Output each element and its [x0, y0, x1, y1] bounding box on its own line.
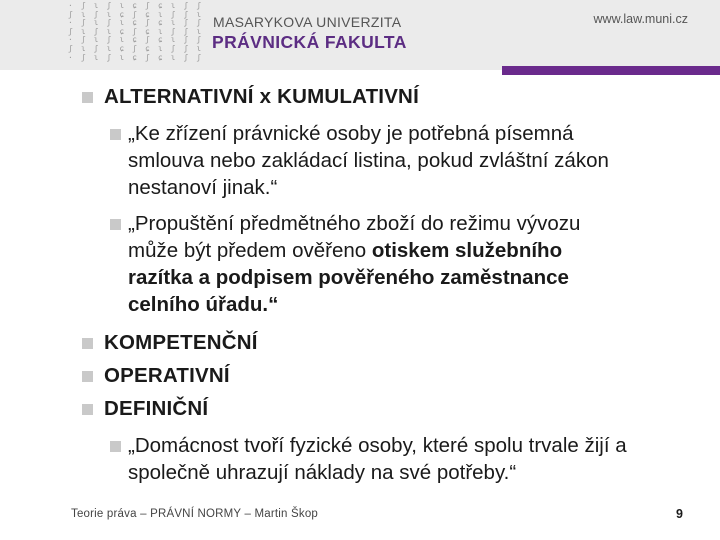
- quote-line: „Propuštění předmětného zboží do režimu vývozu: [128, 212, 581, 235]
- footer-text: Teorie práva – PRÁVNÍ NORMY – Martin Škop: [71, 508, 319, 520]
- quote-text: může být předem ověřeno: [128, 239, 372, 262]
- square-bullet-icon: [82, 404, 93, 415]
- quote-line: společně uhrazují náklady na své potřeby.“: [128, 461, 517, 484]
- faculty-name: PRÁVNICKÁ FAKULTA: [212, 32, 407, 52]
- square-bullet-icon: [82, 338, 93, 349]
- bullet-item-alternative: ALTERNATIVNÍ x KUMULATIVNÍ: [104, 85, 419, 108]
- square-bullet-icon: [110, 219, 121, 230]
- quote-line: nestanoví jinak.“: [128, 176, 278, 199]
- quote-line: [128, 238, 718, 263]
- bullet-item-competence: KOMPETENČNÍ: [104, 331, 258, 354]
- quote-line: smlouva nebo zakládací listina, pokud zvláštní zákon: [128, 149, 609, 172]
- square-bullet-icon: [82, 92, 93, 103]
- university-name: MASARYKOVA UNIVERZITA: [213, 14, 402, 30]
- quote-line: „Domácnost tvoří fyzické osoby, které spolu trvale žijí a: [128, 434, 627, 457]
- slide-header: [0, 0, 720, 70]
- square-bullet-icon: [110, 441, 121, 452]
- website-url: www.law.muni.cz: [593, 12, 688, 26]
- square-bullet-icon: [82, 371, 93, 382]
- quote-line: „Ke zřízení právnické osoby je potřebná písemná: [128, 122, 574, 145]
- university-logo-pattern: · ʃ ɩ ʃ ɩ ɕ ʃ ɕ ɩ ʃ ʃ ʃ ɩ ʃ ɩ ɕ ʃ ɕ ɩ ʃ ʃ ɩ · ʃ ɩ ʃ ɩ ɕ ʃ ɕ ɩ ʃ ʃ ʃ ɩ ʃ ɩ ɕ ʃ ɕ ɩ ʃ ʃ ɩ · ʃ ɩ ʃ ɩ ɕ ʃ ɕ ɩ ʃ ʃ ʃ ɩ ʃ ɩ ɕ ʃ ɕ ɩ ʃ ʃ ɩ · ʃ ɩ ʃ ɩ ɕ ʃ ɕ ɩ ʃ ʃ: [68, 1, 203, 62]
- accent-bar: [502, 66, 720, 75]
- quote-line-bold: razítka a podpisem pověřeného zaměstnance: [128, 266, 569, 289]
- square-bullet-icon: [110, 129, 121, 140]
- quote-bold-text: otiskem služebního: [371, 239, 563, 262]
- quote-line-bold: celního úřadu.“: [128, 293, 279, 316]
- bullet-item-definition: DEFINIČNÍ: [104, 397, 209, 420]
- page-number: 9: [676, 507, 683, 521]
- bullet-item-operative: OPERATIVNÍ: [104, 364, 230, 387]
